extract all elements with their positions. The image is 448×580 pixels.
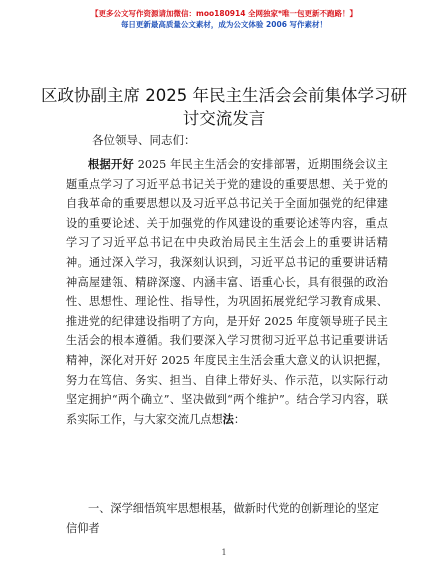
paragraph-tail: ：	[233, 412, 246, 426]
paragraph-lead: 根据开好	[88, 157, 134, 171]
paragraph-end: 法	[222, 411, 234, 426]
section-heading-1: 一、深学细悟筑牢思想根基，做新时代党的创新理论的坚定信仰者	[66, 502, 379, 535]
promo-banner	[0, 8, 448, 30]
page-number: 1	[221, 548, 227, 557]
greeting: 各位领导、同志们：	[92, 133, 196, 147]
promo-banner-line-2: 每日更新最高质量公文素材，成为公文体验 2006 写作素材！	[120, 20, 328, 29]
document-title: 区政协副主席 2025 年民主生活会会前集体学习研讨交流发言	[41, 86, 407, 128]
promo-banner-line-1: 【更多公文写作资源请加微信：moo180914 全网独家*唯一包更新不跑路！】	[91, 9, 357, 18]
paragraph-main-text: 2025 年民主生活会的安排部署，近期围绕会议主题重点学习了习近平总书记关于党的建设的重要思想、关于党的自我革命的重要思想以及习近平总书记关于全面加强党的纪律建设的重要论述、关于加强党的作风建设的重要论述等内容，重点学习了习近平总书记在中央政治局民主生活会上的重要讲话精神。通过深入学习，我深刻认识到，习近平总书记的重要讲话精神高屋建瓴、精辟深邃、内涵丰富、语重心长，具有很强的政治性、思想性、理论性、指导性，为巩固拓展党纪学习教育成果、推进党的纪律建设指明了方向，是开好 2025 年度领导班子民主生活会的根本遵循。我们要深入学习贯彻习近平总书记重要讲话精神，深化对开好 2025 年度民主生活会重大意义的认识把握，努力在笃信、务实、担当、自律上带好头、作示范，以实际行动坚定拥护“两个确立”、坚决做到“两个维护”。结合学习内容，联系实际工作，与大家交流几点想	[66, 158, 388, 426]
body-paragraph	[66, 155, 388, 429]
